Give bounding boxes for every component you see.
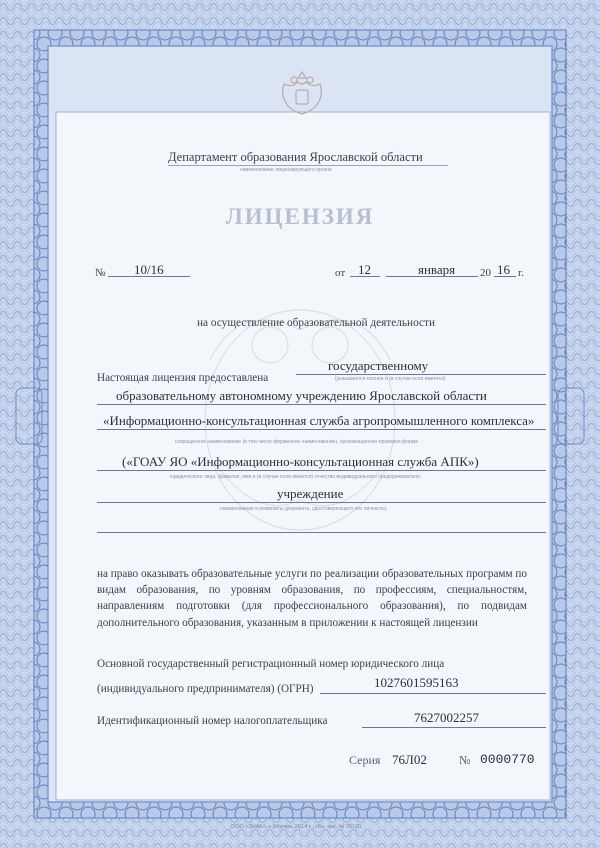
caption-entity: юридического лица, фамилия, имя и (в случае если имеется) отчество индивидуального предпринимателя, [170,474,422,480]
ogrn-value: 1027601595163 [374,675,459,690]
year-prefix: 20 [480,267,491,279]
activity-type: на осуществление образовательной деятельности [197,317,436,329]
year-unit: г. [518,267,525,279]
license-number: 10/16 [134,262,164,277]
ogrn-label-2: (индивидуального предпринимателя) (ОГРН) [97,683,314,695]
ogrn-label-1: Основной государственный регистрационный номер юридического лица [97,658,445,670]
caption-full-name: (указывается полное и (в случае если имеется) [335,376,446,382]
license-day: 12 [358,262,371,277]
page-title: ЛИЦЕНЗИЯ [225,204,375,229]
number-sign: № [95,267,106,279]
serial-number-sign: № [459,753,471,767]
authority-caption: наименование лицензирующего органа [240,167,332,173]
licensing-authority: Департамент образования Ярославской области [168,150,423,164]
series-value: 76Л02 [392,752,427,767]
date-from: от [335,267,346,279]
license-scope-text: на право оказывать образовательные услуги по реализации образовательных программ по видам образования, по уровням образования, по профессиям, специальностям, направлениям подготовки (для профессионального образования), по подвидам дополнительного образования, указанным в приложении к настоящей лицензии [97,568,527,629]
licensee-line-4: («ГОАУ ЯО «Информационно-консультационная служба АПК») [122,454,479,469]
license-month: января [418,262,456,277]
printer-footer: ООО «ЗНАК», г. Москва, 2014 г., «Б», зак. № 20120. [231,824,363,830]
caption-document: наименование и реквизиты документа, удостоверяющего его личность) [220,506,387,512]
caption-short-name: сокращенное наименование (в том числе фирменное наименование), организационно-правовая форма [175,439,418,445]
series-label: Серия [349,753,381,767]
license-year: 16 [497,262,510,277]
granted-label: Настоящая лицензия предоставлена [97,372,269,384]
licensee-line-1: государственному [328,358,429,373]
licensee-line-3: «Информационно-консультационная служба агропромышленного комплекса» [103,413,535,428]
inn-label: Идентификационный номер налогоплательщика [97,715,328,727]
coat-of-arms-emblem [278,66,326,120]
inn-value: 7627002257 [414,710,479,725]
licensee-line-5: учреждение [277,486,344,501]
licensee-line-2: образовательному автономному учреждению Ярославской области [116,388,487,403]
serial-number: 0000770 [480,752,535,767]
